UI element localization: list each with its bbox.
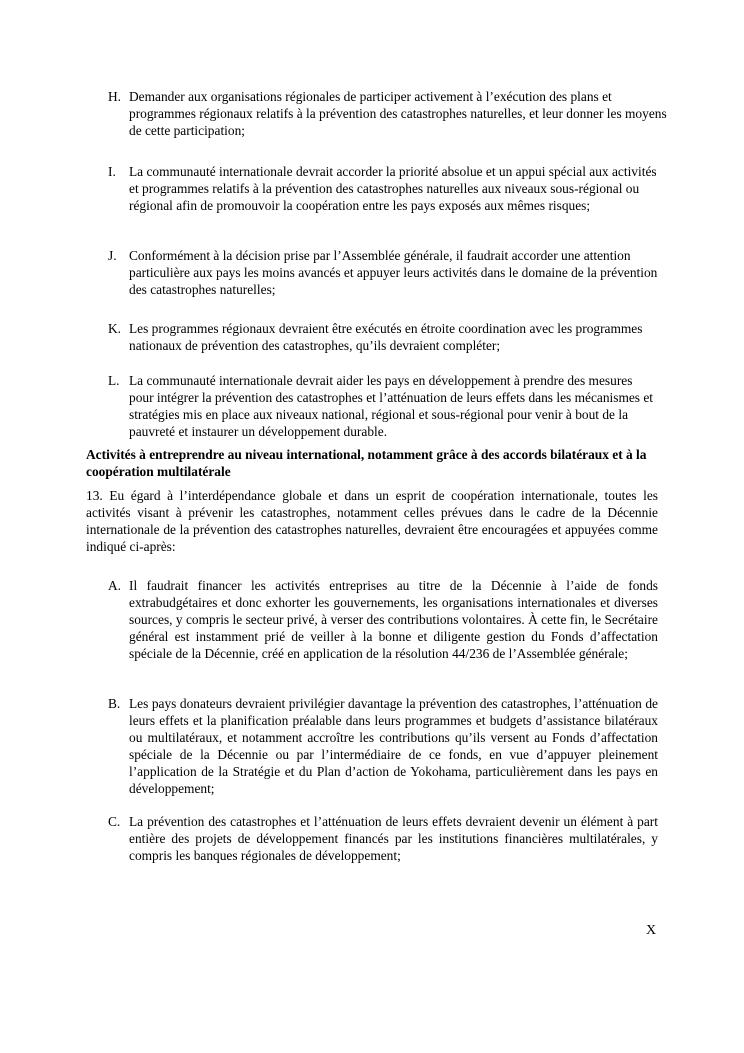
list-item-text: La prévention des catastrophes et l’atténuation de leurs effets devraient devenir un élément à part entière des projets de développement financés par les institutions financières multilatérales, y compris les banques régionales de développement; [129,814,658,863]
list-one-k [108,320,658,354]
list-one-j [108,247,658,298]
list-one-i [108,163,658,214]
list-marker: K. [108,321,122,336]
list-marker: A. [108,578,122,593]
list-two-c [108,813,658,864]
list-item-h [108,88,679,139]
list-two-b [108,695,658,797]
list-marker: L. [108,373,120,388]
list-item-c [108,813,658,864]
list-item-i [108,163,658,214]
list-marker: J. [108,248,117,263]
list-item-text: Les programmes régionaux devraient être exécutés en étroite coordination avec les programmes nationaux de prévention des catastrophes, qu’ils devraient compléter; [129,321,643,353]
list-item-b [108,695,658,797]
list-item-a [108,577,658,662]
list-item-text: Les pays donateurs devraient privilégier davantage la prévention des catastrophes, l’atténuation de leurs effets et la planification préalable dans leurs programmes et budgets d’assistance bilatéraux ou multilatéraux, et notamment accroître les contributions qu’ils versent au Fonds d’affectation spéciale de la Décennie ou par l’intermédiaire de ce fonds, en vue d’appuyer pleinement l’application de la Stratégie et du Plan d’action de Yokohama, particulièrement dans les pays en développement; [129,696,658,796]
list-marker: I. [108,164,116,179]
list-item-text: La communauté internationale devrait aider les pays en développement à prendre des mesures pour intégrer la prévention des catastrophes et l’atténuation de leurs effets dans les mécanismes et stratégies mis en place aux niveaux national, régional et sous-régional pour venir à bout de la pauvreté et instaurer un développement durable. [129,373,654,439]
list-item-text: Conformément à la décision prise par l’Assemblée générale, il faudrait accorder une attention particulière aux pays les moins avancés et appuyer leurs activités dans le domaine de la prévention des catastrophes naturelles; [129,248,658,297]
list-item-text: Demander aux organisations régionales de participer activement à l’exécution des plans et programmes régionaux relatifs à la prévention des catastrophes naturelles, et leur donner les moyens de cette participation; [129,89,667,138]
page-number: X [646,923,657,938]
paragraph-13: 13. Eu égard à l’interdépendance globale et dans un esprit de coopération internationale, toutes les activités visant à prévenir les catastrophes, notamment celles prévues dans le cadre de la Décennie internationale de la prévention des catastrophes naturelles, devraient être encouragées et appuyées comme indiqué ci-après: [86,488,658,554]
list-two-a [108,577,658,662]
list-marker: H. [108,89,122,104]
list-item-j [108,247,658,298]
list-one-l [108,372,658,440]
list-marker: B. [108,696,121,711]
list-item-text: Il faudrait financer les activités entreprises au titre de la Décennie à l’aide de fonds extrabudgétaires et donc exhorter les gouvernements, les organisations internationales et diverses sources, y compris le secteur privé, à verser des contributions volontaires. À cette fin, le Secrétaire général est instamment prié de veiller à la bonne et diligente gestion du Fonds d’affectation spéciale de la Décennie, créé en application de la résolution 44/236 de l’Assemblée générale; [129,578,658,661]
list-one [108,88,667,139]
list-item-k [108,320,658,354]
list-marker: C. [108,814,121,829]
list-item-l [108,372,658,440]
section-heading: Activités à entreprendre au niveau international, notamment grâce à des accords bilatéraux et à la coopération multilatérale [86,447,647,479]
list-item-text: La communauté internationale devrait accorder la priorité absolue et un appui spécial aux activités et programmes relatifs à la prévention des catastrophes naturelles aux niveaux sous-régional ou régional afin de promouvoir la coopération entre les pays exposés aux mêmes risques; [129,164,657,213]
